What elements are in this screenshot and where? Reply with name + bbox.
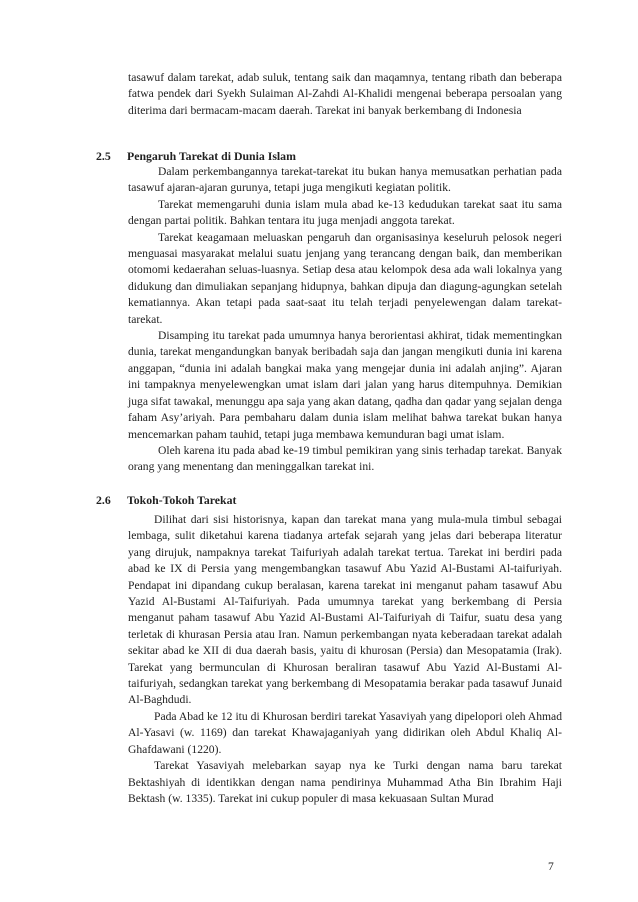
paragraph: Tarekat Yasaviyah melebarkan sayap nya ke Turki dengan nama baru tarekat Bektashiyah di identikkan dengan nama pendirinya Muhammad Atha Bin Ibrahim Haji Bektash (w. 1335). Tarekat ini cukup populer di masa kekuasaan Sultan Murad	[128, 759, 562, 805]
section-heading-2-6	[96, 492, 566, 508]
section-title: Tokoh-Tokoh Tarekat	[127, 493, 237, 507]
section-heading-2-5	[96, 148, 566, 164]
page-number: 7	[548, 860, 554, 873]
paragraph: Pada Abad ke 12 itu di Khurosan berdiri tarekat Yasaviyah yang dipelopori oleh Ahmad Al-Yasavi (w. 1169) dan tarekat Khawajaganiyah yang didirikan oleh Abdul Khaliq Al-Ghafdawani (1220).	[128, 709, 562, 756]
intro-paragraph	[128, 70, 562, 119]
section-body-2-6	[128, 512, 562, 807]
intro-text: tasawuf dalam tarekat, adab suluk, tentang saik dan maqamnya, tentang ribath dan beberapa fatwa pendek dari Syekh Sulaiman Al-Zahdi Al-Khalidi mengenai beberapa persoalan yang diterima dari bermacam-macam daerah. Tarekat ini banyak berkembang di Indonesia	[128, 71, 562, 117]
paragraph: Dilihat dari sisi historisnya, kapan dan tarekat mana yang mula-mula timbul sebagai lembaga, sulit diketahui karena tiadanya artefak sejarah yang jelas dari beberapa literatur yang dirujuk, nampaknya tarekat Taifuriyah adalah tarekat tertua. Tarekat ini berdiri pada abad ke IX di Persia yang mengembangkan tasawuf Abu Yazid Al-Bustami Al-taifuriyah. Pendapat ini dipandang cukup beralasan, karena tarekat ini menganut paham tasawuf Abu Yazid Al-Bustami Al-Taifuriyah. Pada umumnya tarekat yang berkembang di Persia menganut paham tasawuf Abu Yazid Al-Bustami Al-Taifuriyah di Taifur, suatu desa yang terletak di khurasan Persia atau Iran. Namun perkembangan nyata keberadaan tarekat adalah sekitar abad ke XII di dua daerah basis, yaitu di khurosan (Persia) dan Mesopatamia (Irak). Tarekat yang bermunculan di Khurosan beraliran tasawuf Abu Yazid Al-Bustami Al-taifuriyah, sedangkan tarekat yang berkembang di Mesopatamia berakar pada tasawuf Junaid Al-Baghdudi.	[128, 513, 562, 707]
section-number: 2.5	[96, 149, 111, 163]
paragraph: Dalam perkembangannya tarekat-tarekat itu bukan hanya memusatkan perhatian pada tasawuf ajaran-ajaran gurunya, tetapi juga mengikuti kegiatan politik.	[128, 165, 562, 195]
section-number: 2.6	[96, 493, 111, 507]
paragraph: Tarekat keagamaan meluaskan pengaruh dan organisasinya keseluruh pelosok negeri menguasai masyarakat melalui suatu jenjang yang terancang dengan baik, dan memberikan otomomi kedaerahan seluas-luasnya. Setiap desa atau kelompok desa ada wali lokalnya yang didukung dan dimuliakan sepanjang hidupnya, bahkan dipuja dan diagung-agungkan setelah kematiannya. Akan tetapi pada saat-saat itu telah terjadi penyelewengan dalam tarekat-tarekat.	[128, 230, 562, 326]
section-body-2-5	[128, 164, 562, 476]
paragraph: Tarekat memengaruhi dunia islam mula abad ke-13 kedudukan tarekat saat itu sama dengan partai politik. Bahkan tentara itu juga menjadi anggota tarekat.	[128, 197, 562, 228]
paragraph: Oleh karena itu pada abad ke-19 timbul pemikiran yang sinis terhadap tarekat. Banyak orang yang menentang dan meninggalkan tarekat ini.	[128, 443, 562, 474]
paragraph: Disamping itu tarekat pada umumnya hanya berorientasi akhirat, tidak mementingkan dunia, tarekat mengandungkan banyak beribadah saja dan jangan mengikuti dunia ini karena anggapan, “dunia ini adalah bangkai maka yang mengejar dunia ini adalah anjing”. Ajaran ini tampaknya menyelewengkan umat islam dari jalan yang harus ditempuhnya. Demikian juga sifat tawakal, menunggu apa saja yang akan datang, qadha dan qadar yang sejalan denga faham Asy’ariyah. Para pembaharu dalam dunia islam melihat bahwa tarekat bukan hanya mencemarkan paham tauhid, tetapi juga membawa kemunduran bagi umat islam.	[128, 329, 562, 441]
section-title: Pengaruh Tarekat di Dunia Islam	[127, 149, 296, 163]
